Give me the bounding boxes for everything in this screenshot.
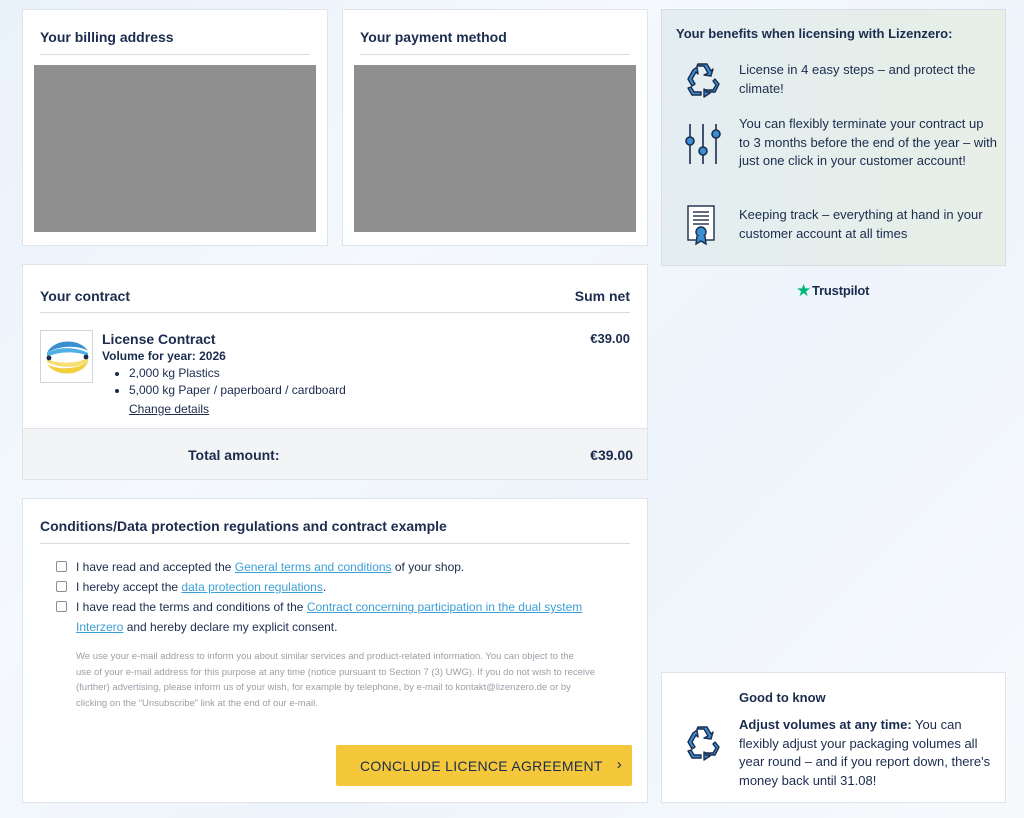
trustpilot-star-icon: ★ bbox=[796, 281, 812, 300]
consent-text: I have read the terms and conditions of the bbox=[76, 600, 307, 614]
product-logo bbox=[40, 330, 93, 383]
benefits-panel bbox=[661, 9, 1006, 266]
total-row bbox=[23, 428, 647, 479]
billing-address-redacted bbox=[34, 65, 316, 232]
benefit-item: License in 4 easy steps – and protect the climate! bbox=[739, 62, 976, 96]
divider bbox=[40, 543, 630, 544]
notice-line: clicking on the “Unsubscribe” link at the end of our e-mail. bbox=[76, 697, 318, 709]
conditions-title: Conditions/Data protection regulations and contract example bbox=[40, 518, 447, 534]
benefits-title: Your benefits when licensing with Lizenzero: bbox=[676, 26, 953, 41]
conclude-licence-agreement-button[interactable] bbox=[336, 745, 632, 786]
privacy-checkbox[interactable] bbox=[56, 581, 67, 592]
billing-address-title: Your billing address bbox=[40, 29, 174, 45]
good-to-know-bold: Adjust volumes at any time: bbox=[739, 717, 912, 732]
privacy-consent-text bbox=[76, 577, 326, 597]
terms-checkbox[interactable] bbox=[56, 561, 67, 572]
product-volume-year: Volume for year: 2026 bbox=[102, 349, 226, 363]
certificate-icon bbox=[684, 204, 718, 251]
list-item: • 5,000 kg Paper / paperboard / cardboard bbox=[129, 382, 346, 399]
conditions-card bbox=[22, 498, 648, 803]
good-to-know-text bbox=[739, 716, 997, 790]
divider bbox=[40, 54, 310, 55]
trustpilot-badge[interactable] bbox=[796, 281, 869, 301]
divider bbox=[40, 312, 630, 313]
total-amount-label: Total amount: bbox=[188, 447, 280, 463]
divider bbox=[360, 54, 630, 55]
interzero-link[interactable]: Interzero bbox=[76, 620, 124, 634]
payment-method-title: Your payment method bbox=[360, 29, 507, 45]
recycle-icon bbox=[684, 62, 722, 103]
benefit-item: You can flexibly terminate your contract up to 3 months before the end of the year – with just one click in your customer account! bbox=[739, 116, 997, 168]
consent-text: of your shop. bbox=[391, 560, 465, 574]
data-protection-link[interactable]: data protection regulations bbox=[181, 580, 323, 594]
contract-consent-text-line2 bbox=[76, 617, 337, 637]
good-to-know-title: Good to know bbox=[739, 690, 826, 705]
contract-title: Your contract bbox=[40, 288, 130, 304]
general-terms-link[interactable]: General terms and conditions bbox=[234, 560, 392, 574]
consent-text: I hereby accept the bbox=[76, 580, 182, 594]
change-details-link[interactable]: Change details bbox=[129, 402, 210, 416]
payment-method-redacted bbox=[354, 65, 636, 232]
trustpilot-label: Trustpilot bbox=[812, 283, 870, 298]
sliders-icon bbox=[684, 122, 722, 171]
product-items-list bbox=[129, 365, 346, 399]
list-item: • 2,000 kg Plastics bbox=[129, 365, 346, 382]
notice-line: (further) advertising, please inform us of your wish, for example by telephone, by e-mail to kontakt@lizenzero.de or by bbox=[76, 682, 571, 693]
chevron-right-icon: › bbox=[616, 756, 622, 773]
notice-line: use of your e-mail address for this purpose at any time (notice pursuant to Section 7 (3) UWG). If you do not wish to receive bbox=[76, 666, 596, 678]
consent-text: I have read and accepted the bbox=[76, 560, 235, 574]
billing-address-card bbox=[22, 9, 328, 246]
recycle-icon bbox=[684, 725, 722, 766]
notice-line: We use your e-mail address to inform you about similar services and product-related information. You can object to the bbox=[76, 651, 574, 662]
consent-text: and hereby declare my explicit consent. bbox=[123, 620, 338, 634]
benefit-item: Keeping track – everything at hand in your customer account at all times bbox=[739, 207, 983, 241]
cta-label: CONCLUDE LICENCE AGREEMENT bbox=[360, 758, 603, 774]
contract-consent-text bbox=[76, 597, 582, 617]
total-amount-value: €39.00 bbox=[590, 447, 633, 463]
terms-consent-text bbox=[76, 557, 464, 577]
contract-checkbox[interactable] bbox=[56, 601, 67, 612]
sum-net-header: Sum net bbox=[574, 288, 630, 304]
contract-card bbox=[22, 264, 648, 480]
email-advertising-notice bbox=[76, 649, 636, 711]
dual-system-contract-link[interactable]: Contract concerning participation in the dual system bbox=[306, 600, 583, 614]
good-to-know-body: You can flexibly adjust your packaging volumes all year round – and if you report down, there's money back until 31.08! bbox=[739, 717, 991, 788]
consent-text: . bbox=[322, 580, 327, 594]
product-name: License Contract bbox=[102, 331, 216, 347]
product-price: €39.00 bbox=[590, 331, 630, 346]
payment-method-card bbox=[342, 9, 648, 246]
good-to-know-card bbox=[661, 672, 1006, 803]
